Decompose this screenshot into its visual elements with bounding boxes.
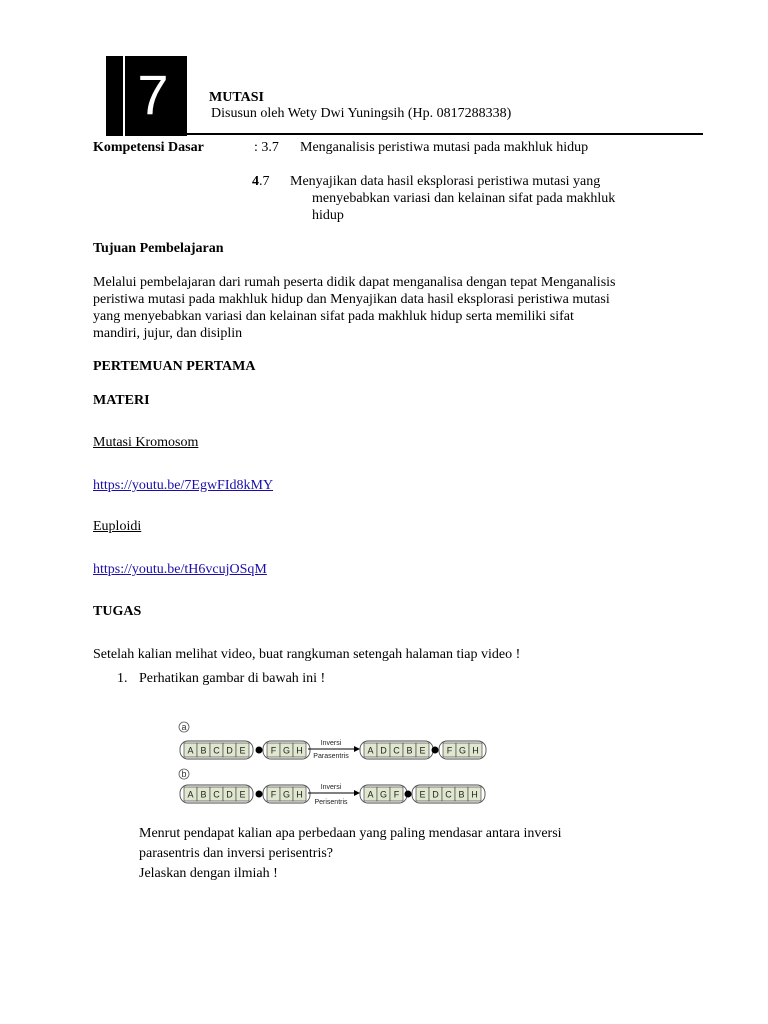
row-a-after-right-gene-label: G — [458, 745, 467, 756]
row-a-before-left-segment — [180, 741, 253, 759]
chromosome-inversion-figure — [174, 718, 494, 814]
row-a-after-centromere — [432, 747, 439, 754]
row-b-after-right-gene-label: C — [445, 789, 452, 800]
kd2-number-bold: 4 — [252, 174, 259, 189]
row-a-before-left-gene-label: C — [213, 745, 220, 756]
row-a-arrow-bottom-label: Parasentris — [313, 753, 349, 760]
row-b-before-left-gene-label: A — [187, 789, 194, 800]
kd2-number-rest: .7 — [259, 174, 270, 189]
row-a-before-left-gene-label: B — [200, 745, 207, 756]
row-a-after-right-gene-label: F — [446, 745, 453, 756]
row-a-label: a — [181, 722, 187, 732]
row-a-before-right-gene-label: H — [296, 745, 303, 756]
row-b-label: b — [181, 769, 187, 779]
row-a-after-left-gene-label: C — [393, 745, 400, 756]
tujuan-heading: Tujuan Pembelajaran — [93, 241, 224, 256]
row-b-before-left-gene-label: C — [213, 789, 220, 800]
kd1-prefix: : 3.7 — [254, 140, 279, 155]
row-b-before-right-gene-label: H — [296, 789, 303, 800]
header-rule — [186, 133, 703, 135]
kd2-line2: menyebabkan variasi dan kelainan sifat pada makhluk — [312, 191, 616, 206]
row-a-after-left-gene-label: B — [406, 745, 413, 756]
row-b-before-left-gene-label: D — [226, 789, 233, 800]
chapter-box-divider — [123, 56, 125, 136]
row-b-after-centromere — [405, 791, 412, 798]
row-b-before-left-gene-label: E — [239, 789, 246, 800]
tujuan-line-1: Melalui pembelajaran dari rumah peserta didik dapat menganalisa dengan tepat Menganalisis — [93, 275, 616, 290]
row-a-before-right-gene-label: F — [270, 745, 277, 756]
row-b-after-left-gene-label: G — [379, 789, 388, 800]
kd2-line1: Menyajikan data hasil eksplorasi peristiwa mutasi yang — [290, 174, 601, 189]
row-a-after-left-segment — [360, 741, 433, 759]
row-b-after-right-gene-label: E — [419, 789, 426, 800]
row-b-after-left-segment — [360, 785, 407, 803]
chapter-title: MUTASI — [209, 90, 264, 105]
row-a-after-right-gene-label: H — [472, 745, 479, 756]
pertemuan-heading: PERTEMUAN PERTAMA — [93, 359, 256, 374]
row-b-after-right-gene-label: D — [432, 789, 439, 800]
tujuan-line-4: mandiri, jujur, dan disiplin — [93, 326, 243, 341]
row-b-after-right-segment — [412, 785, 485, 803]
row-a-after-left-gene-label: A — [367, 745, 374, 756]
row-b-arrow-head — [354, 790, 360, 796]
row-b-after-left-gene-label: F — [393, 789, 400, 800]
video-link-2[interactable]: https://youtu.be/tH6vcujOSqM — [93, 562, 267, 577]
topic-euploidi: Euploidi — [93, 519, 142, 534]
kd1-text: Menganalisis peristiwa mutasi pada makhluk hidup — [300, 140, 589, 155]
tujuan-line-3: yang menyebabkan variasi dan kelainan sifat pada makhluk hidup serta memiliki sifat — [93, 309, 574, 324]
row-a-arrow-head — [354, 746, 360, 752]
tujuan-line-2: peristiwa mutasi pada makhluk hidup dan Menyajikan data hasil eksplorasi peristiwa mutasi — [93, 292, 610, 307]
question-line-3: Jelaskan dengan ilmiah ! — [139, 866, 278, 881]
row-b-before-left-gene-label: B — [200, 789, 207, 800]
row-a — [179, 722, 486, 760]
row-a-before-centromere — [256, 747, 263, 754]
author-line: Disusun oleh Wety Dwi Yuningsih (Hp. 0817288338) — [211, 106, 512, 121]
item-1-text: Perhatikan gambar di bawah ini ! — [139, 671, 326, 686]
row-b-before-right-gene-label: F — [270, 789, 277, 800]
chapter-number-box — [106, 56, 187, 136]
row-b-before-centromere — [256, 791, 263, 798]
row-a-after-left-gene-label: E — [419, 745, 426, 756]
row-b-before-left-segment — [180, 785, 253, 803]
materi-heading: MATERI — [93, 393, 150, 408]
row-b-after-left-gene-label: A — [367, 789, 374, 800]
row-a-after-right-segment — [439, 741, 486, 759]
row-a-after-left-gene-label: D — [380, 745, 387, 756]
row-b-after-right-gene-label: B — [458, 789, 465, 800]
question-line-2: parasentris dan inversi perisentris? — [139, 846, 333, 861]
chapter-number: 7 — [137, 63, 169, 126]
question-line-1: Menrut pendapat kalian apa perbedaan yang paling mendasar antara inversi — [139, 826, 562, 841]
topic-mutasi-kromosom: Mutasi Kromosom — [93, 435, 199, 450]
kompetensi-label: Kompetensi Dasar — [93, 140, 204, 155]
row-a-before-right-segment — [263, 741, 310, 759]
tugas-instruction: Setelah kalian melihat video, buat rangkuman setengah halaman tiap video ! — [93, 647, 521, 662]
row-b-after-right-gene-label: H — [471, 789, 478, 800]
video-link-1[interactable]: https://youtu.be/7EgwFId8kMY — [93, 478, 274, 493]
kd2-number — [252, 173, 270, 190]
item-1-number: 1. — [117, 671, 128, 686]
row-b-before-right-segment — [263, 785, 310, 803]
row-a-before-left-gene-label: D — [226, 745, 233, 756]
kd2-line3: hidup — [312, 208, 344, 223]
row-b — [179, 769, 485, 806]
row-b-before-right-gene-label: G — [282, 789, 291, 800]
row-a-arrow-top-label: Inversi — [320, 740, 342, 747]
row-a-before-left-gene-label: A — [187, 745, 194, 756]
tugas-heading: TUGAS — [93, 604, 142, 619]
row-b-arrow-bottom-label: Perisentris — [314, 799, 348, 806]
row-b-arrow-top-label: Inversi — [320, 784, 342, 791]
row-a-before-left-gene-label: E — [239, 745, 246, 756]
row-a-before-right-gene-label: G — [282, 745, 291, 756]
